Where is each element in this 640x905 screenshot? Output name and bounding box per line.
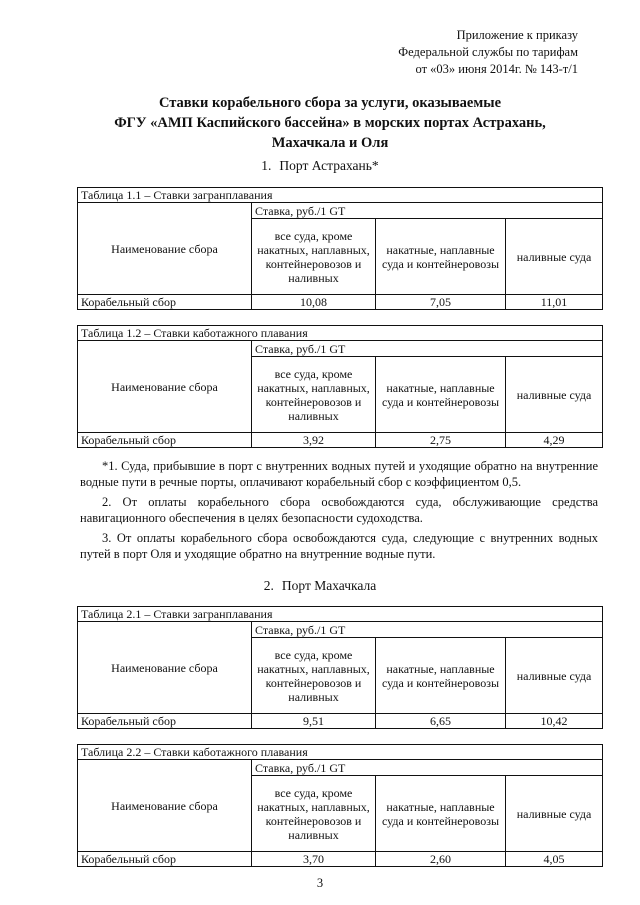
rate-value: 4,29	[506, 433, 603, 448]
rate-value: 10,42	[506, 714, 603, 729]
rate-value: 11,01	[506, 295, 603, 310]
table-caption: Таблица 2.2 – Ставки каботажного плавания	[78, 745, 603, 760]
column-header-name: Наименование сбора	[78, 622, 252, 714]
column-header-all-vessels: все суда, кроме накатных, наплавных, контейнеровозов и наливных	[252, 776, 376, 852]
footnote: 3. От оплаты корабельного сбора освобождаются суда, следующие с внутренних водных путей в порт Оля и уходящие обратно на внутренние водные пути.	[80, 531, 598, 561]
column-header-all-vessels: все суда, кроме накатных, наплавных, контейнеровозов и наливных	[252, 638, 376, 714]
row-label: Корабельный сбор	[78, 295, 252, 310]
section-title: Порт Астрахань*	[279, 158, 379, 173]
column-header-unit: Ставка, руб./1 GT	[252, 203, 603, 219]
column-header-roro: накатные, наплавные суда и контейнеровозы	[376, 776, 506, 852]
rate-value: 4,05	[506, 852, 603, 867]
order-reference	[398, 27, 578, 78]
table-caption: Таблица 1.1 – Ставки загранплавания	[78, 188, 603, 203]
column-header-roro: накатные, наплавные суда и контейнеровозы	[376, 219, 506, 295]
order-reference-line: Приложение к приказу	[456, 28, 578, 42]
section-number: 2.	[263, 578, 274, 593]
footnote: 2. От оплаты корабельного сбора освобождаются суда, обслуживающие средства навигационного обеспечения в целях безопасности судоходства.	[80, 495, 598, 525]
section-heading-astrakhan	[0, 158, 640, 174]
column-header-roro: накатные, наплавные суда и контейнеровозы	[376, 638, 506, 714]
rate-value: 3,70	[252, 852, 376, 867]
section-number: 1.	[261, 158, 272, 173]
footnote: *1. Суда, прибывшие в порт с внутренних водных путей и уходящие обратно на внутренние водные пути в речные порты, оплачивают корабельный сбор с коэффициентом 0,5.	[80, 459, 598, 489]
column-header-tankers: наливные суда	[506, 219, 603, 295]
document-title-line: Ставки корабельного сбора за услуги, оказываемые	[158, 95, 502, 111]
row-label: Корабельный сбор	[78, 852, 252, 867]
page-number: 3	[316, 876, 324, 890]
document-title-line: ФГУ «АМП Каспийского бассейна» в морских портах Астрахань,	[114, 115, 546, 131]
column-header-unit: Ставка, руб./1 GT	[252, 622, 603, 638]
rate-table-2-2	[77, 744, 603, 867]
document-title	[60, 93, 600, 153]
order-reference-line: от «03» июня 2014г. № 143-т/1	[415, 62, 578, 76]
column-header-roro: накатные, наплавные суда и контейнеровозы	[376, 357, 506, 433]
rate-value: 10,08	[252, 295, 376, 310]
column-header-tankers: наливные суда	[506, 776, 603, 852]
rate-value: 2,75	[376, 433, 506, 448]
column-header-name: Наименование сбора	[78, 760, 252, 852]
column-header-name: Наименование сбора	[78, 203, 252, 295]
rate-value: 6,65	[376, 714, 506, 729]
column-header-unit: Ставка, руб./1 GT	[252, 760, 603, 776]
rate-table-1-1	[77, 187, 603, 310]
table-caption: Таблица 2.1 – Ставки загранплавания	[78, 607, 603, 622]
rate-value: 7,05	[376, 295, 506, 310]
rate-value: 9,51	[252, 714, 376, 729]
column-header-all-vessels: все суда, кроме накатных, наплавных, контейнеровозов и наливных	[252, 219, 376, 295]
column-header-tankers: наливные суда	[506, 357, 603, 433]
column-header-tankers: наливные суда	[506, 638, 603, 714]
order-reference-line: Федеральной службы по тарифам	[398, 45, 578, 59]
column-header-all-vessels: все суда, кроме накатных, наплавных, контейнеровозов и наливных	[252, 357, 376, 433]
column-header-unit: Ставка, руб./1 GT	[252, 341, 603, 357]
table-caption: Таблица 1.2 – Ставки каботажного плавания	[78, 326, 603, 341]
document-title-line: Махачкала и Оля	[271, 135, 389, 151]
rate-value: 2,60	[376, 852, 506, 867]
section-title: Порт Махачкала	[281, 578, 377, 593]
rate-table-2-1	[77, 606, 603, 729]
rate-value: 3,92	[252, 433, 376, 448]
row-label: Корабельный сбор	[78, 714, 252, 729]
section-heading-makhachkala	[0, 578, 640, 594]
footnotes	[80, 458, 598, 566]
rate-table-1-2	[77, 325, 603, 448]
row-label: Корабельный сбор	[78, 433, 252, 448]
column-header-name: Наименование сбора	[78, 341, 252, 433]
